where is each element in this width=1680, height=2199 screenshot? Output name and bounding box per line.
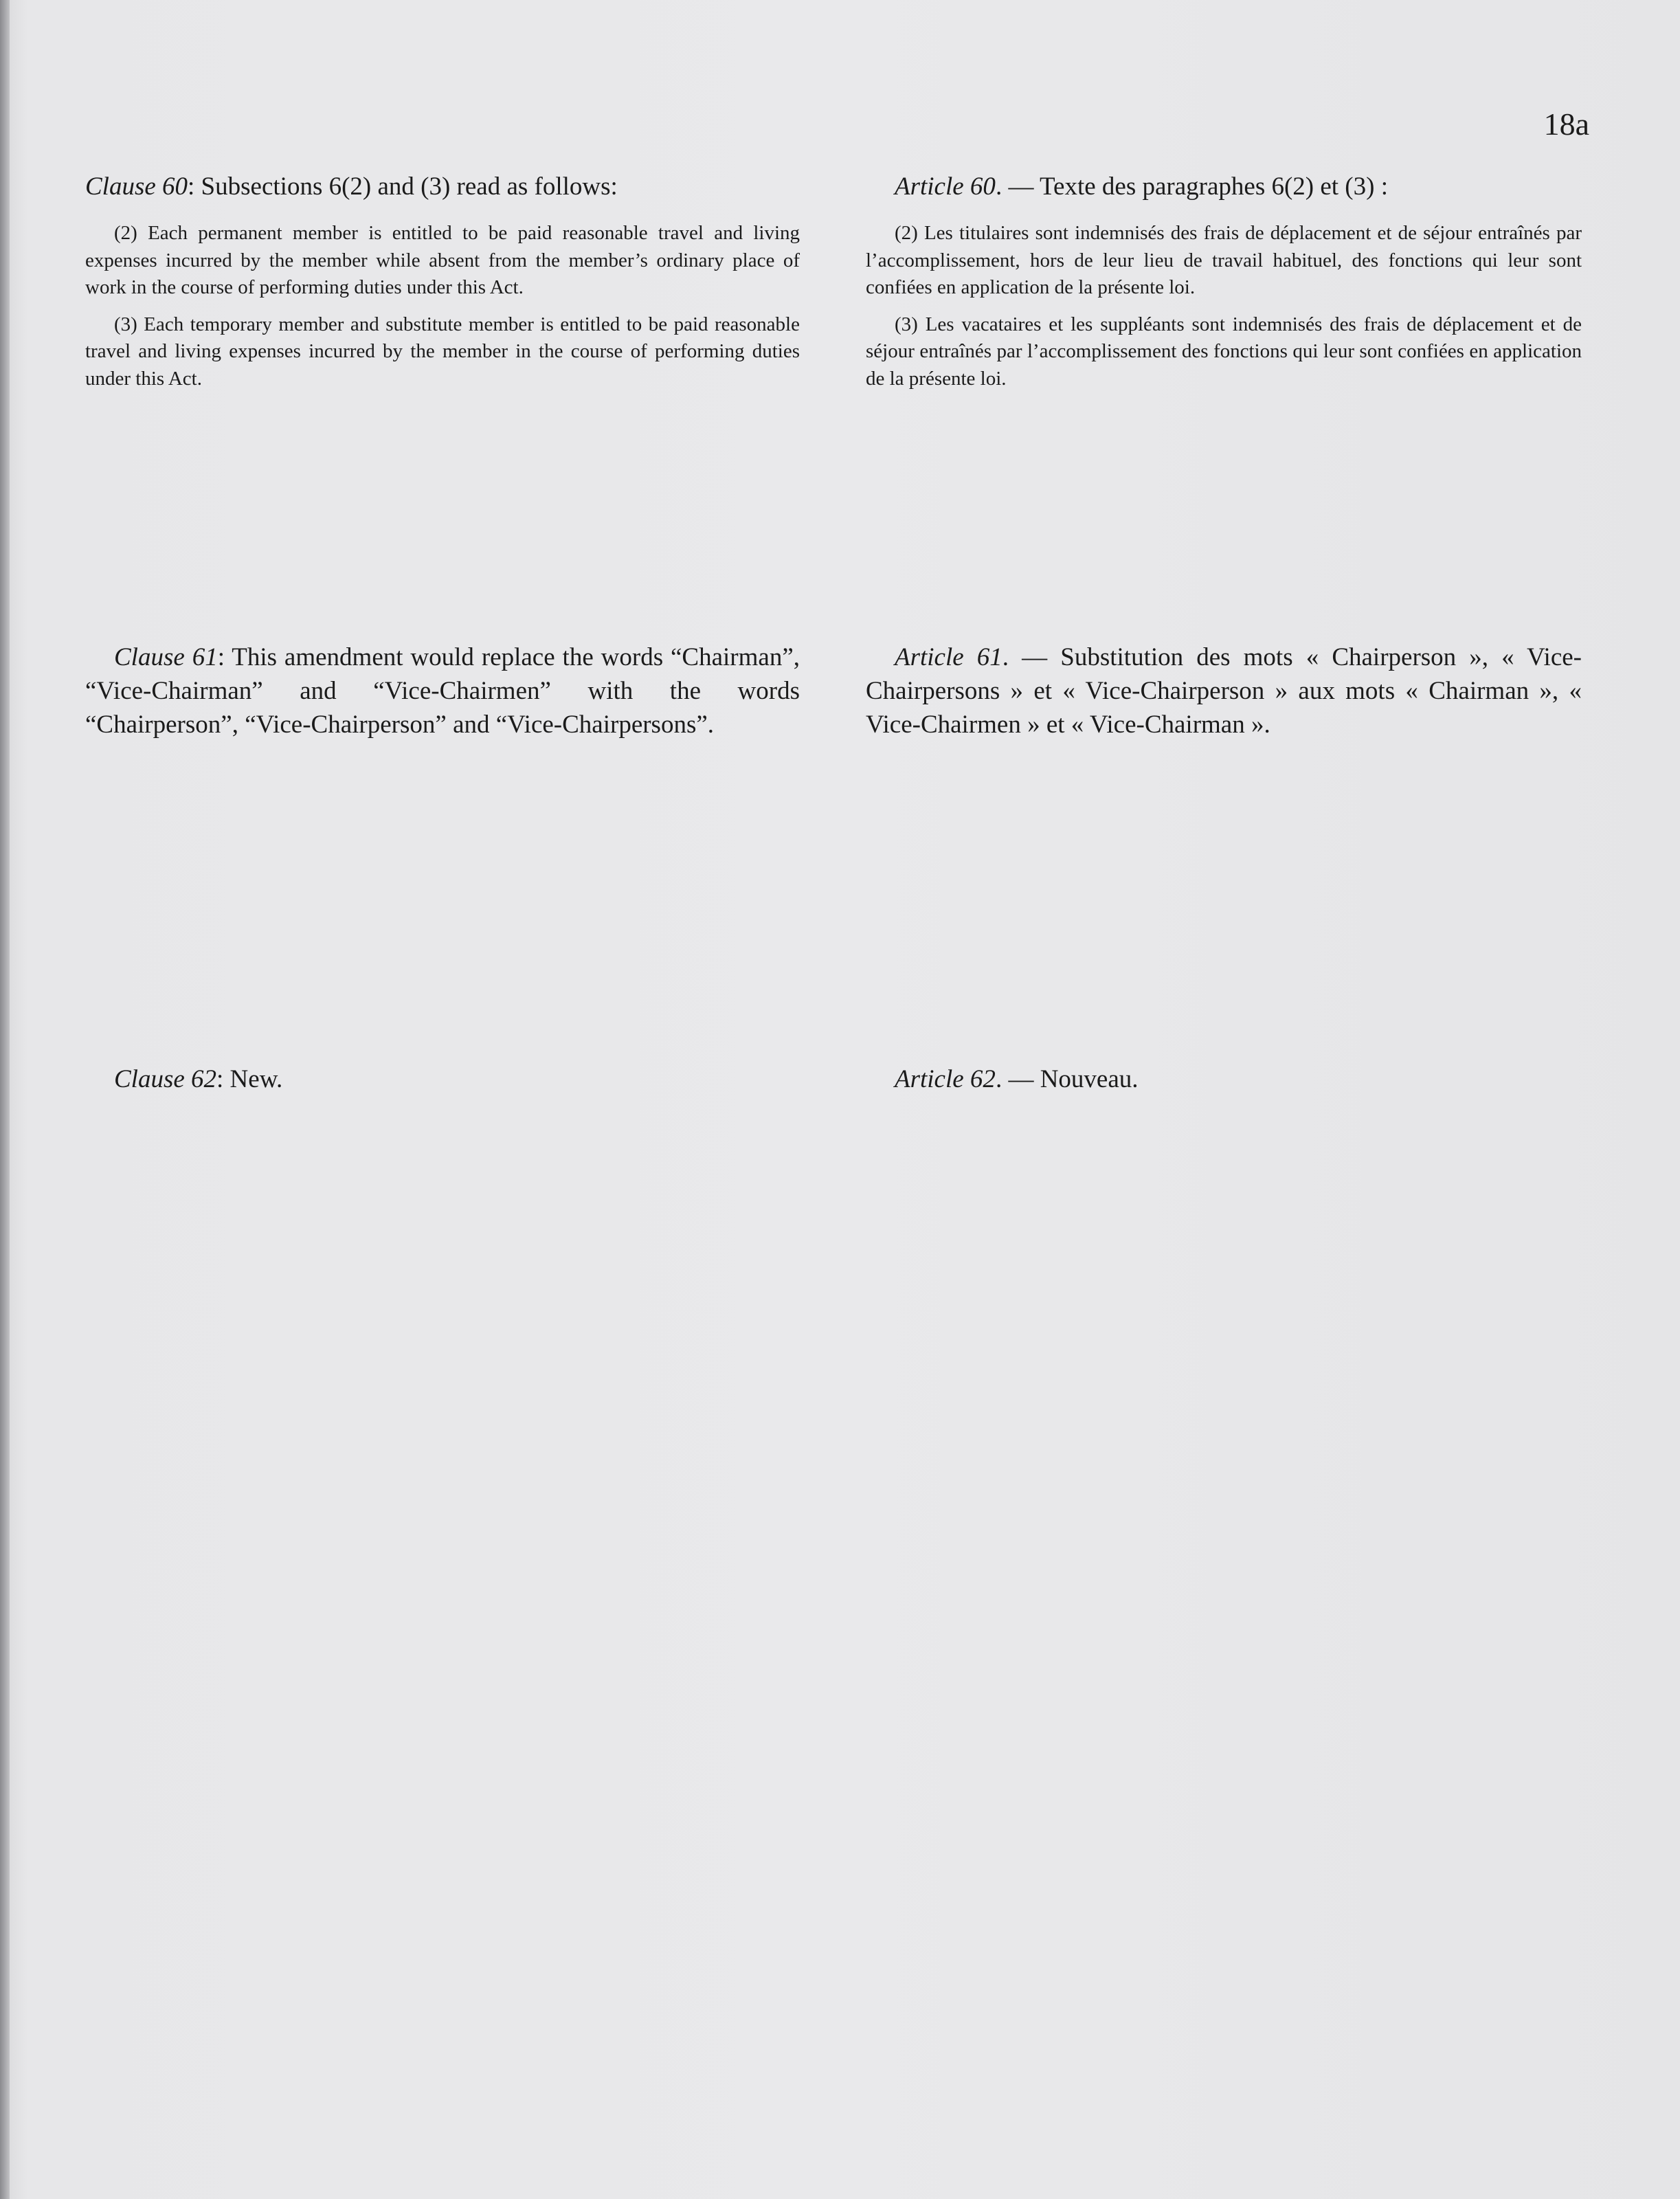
article-60-paragraph-2: (2) Les titulaires sont indemnisés des frais de déplacement et de séjour entraînés par l’accomplissement, hors de leur lieu de travail habituel, des fonctions qui leur sont confiées en application de la présente loi. <box>866 222 1582 299</box>
article-60-paragraph-3: (3) Les vacataires et les suppléants sont indemnisés des frais de déplacement et de séjour entraînés par l’accomplissement des fonctions qui leur sont confiées en application de la présente loi. <box>866 313 1582 390</box>
clause-60-subsection-3: (3) Each temporary member and substitute member is entitled to be paid reasonable travel and living expenses incurred by the member in the course of performing duties under this Act. <box>85 313 800 390</box>
english-column <box>85 172 800 1093</box>
clause-61-text <box>85 640 800 742</box>
clause-62-body: : New. <box>216 1065 283 1093</box>
page-binding-edge <box>0 0 10 2199</box>
clause-60-subsection-2: (2) Each permanent member is entitled to be paid reasonable travel and living expenses incurred by the member while absent from the member’s ordinary place of work in the course of performing duties under this Act. <box>85 222 800 299</box>
article-61-body: . — Substitution des mots « Chairperson », « Vice-Chairpersons » et « Vice-Chairperson » aux mots « Chairman », « Vice-Chairmen » et « Vice-Chairman ». <box>866 643 1582 739</box>
article-62-label: Article 62 <box>895 1065 996 1093</box>
article-61-section <box>866 640 1582 742</box>
clause-60-heading <box>85 172 800 202</box>
article-61-label: Article 61 <box>895 643 1003 671</box>
french-column <box>866 172 1582 1093</box>
clause-62-text <box>85 1062 282 1096</box>
clause-60-label: Clause 60 <box>85 172 188 201</box>
clause-61-section <box>85 640 800 742</box>
article-61-text <box>866 640 1582 742</box>
article-62-section <box>866 1062 1139 1096</box>
clause-62-label: Clause 62 <box>114 1065 217 1093</box>
clause-60-heading-text: : Subsections 6(2) and (3) read as follows: <box>188 172 618 201</box>
article-60-label: Article 60 <box>895 172 996 201</box>
clause-61-label: Clause 61 <box>114 643 218 671</box>
clause-61-body: : This amendment would replace the words “Chairman”, “Vice-Chairman” and “Vice-Chairmen” with the words “Chairperson”, “Vice-Chairperson” and “Vice-Chairpersons”. <box>85 643 800 739</box>
article-60-section <box>866 172 1582 392</box>
article-62-text <box>866 1062 1139 1096</box>
clause-60-section <box>85 172 800 392</box>
article-60-heading <box>866 172 1582 202</box>
article-62-body: . — Nouveau. <box>995 1065 1139 1093</box>
clause-62-section <box>85 1062 282 1096</box>
page-number: 18a <box>1543 107 1589 142</box>
article-60-heading-text: . — Texte des paragraphes 6(2) et (3) : <box>995 172 1388 201</box>
